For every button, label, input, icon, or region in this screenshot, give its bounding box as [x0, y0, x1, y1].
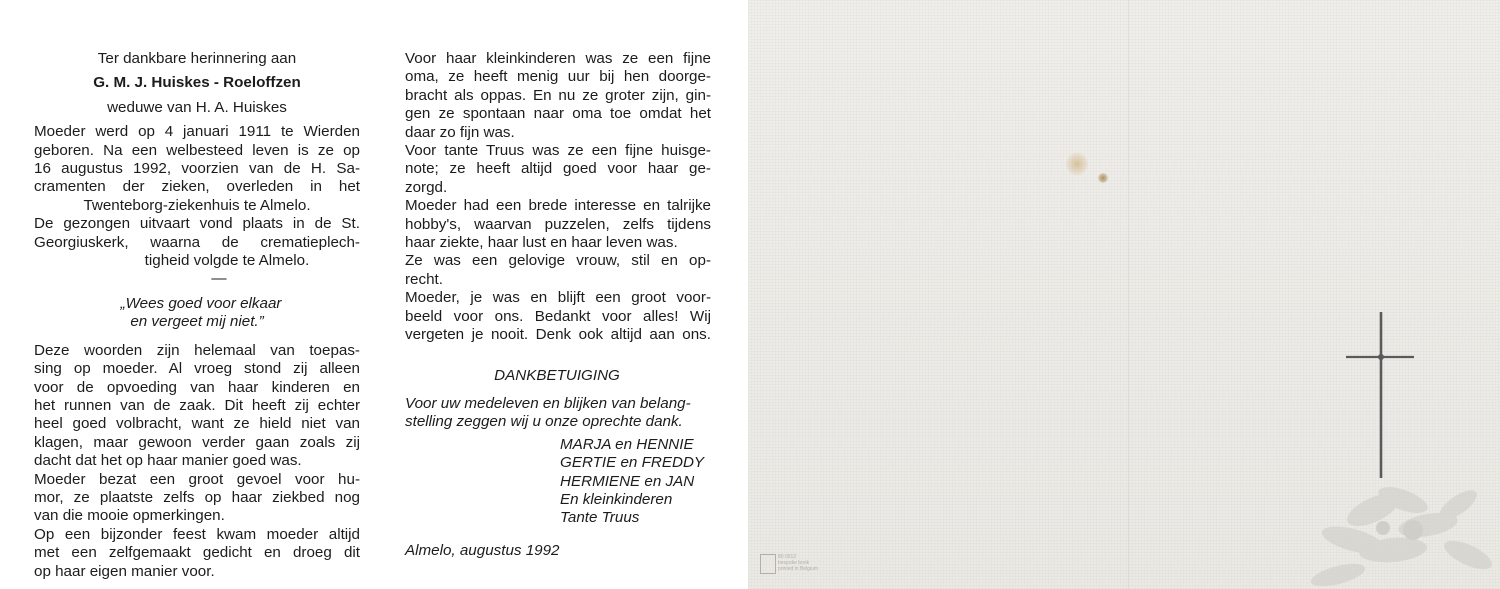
text-line: zorgd. [405, 178, 448, 196]
card-inner-page [0, 0, 748, 589]
text-line: met een zelfgemaakt gedicht en droeg dit [34, 544, 360, 562]
memorial-text-right [405, 50, 711, 560]
feast-paragraph [34, 526, 360, 581]
signatory: Tante Truus [560, 509, 640, 527]
text-line: Moeder bezat een groot gevoel voor hu- [34, 470, 360, 488]
funeral-paragraph [34, 215, 360, 270]
signatories [405, 436, 711, 528]
separator-dash: — [211, 270, 227, 288]
hobby-paragraph [405, 197, 711, 252]
text-line: vergeten je nooit. Denk ook altijd aan ons. [405, 326, 711, 344]
text-line: dacht dat het op haar manier goed was. [34, 452, 302, 470]
maker-line: 80 0512 [778, 554, 797, 560]
text-line: De gezongen uitvaart vond plaats in de St. [34, 215, 360, 233]
text-line: sing op moeder. Al vroeg stond zij alleen [34, 360, 360, 378]
text-line: Voor tante Truus was ze een fijne huisge- [405, 142, 711, 160]
fold-line [1128, 0, 1129, 589]
text-line: geboren. Na een welbesteed leven is ze op [34, 141, 360, 159]
widow-of: weduwe van H. A. Huiskes [107, 98, 287, 116]
closing-paragraph [405, 289, 711, 344]
text-line: van die mooie opmerkingen. [34, 507, 225, 525]
text-line: bracht als oppas. En nu ze groter zijn, gin- [405, 86, 711, 104]
text-line: mor, ze plaatste zelfs op haar ziekbed nog [34, 488, 360, 506]
text-line: Ze was een gelovige vrouw, stil en op- [405, 252, 711, 270]
thanks-text [405, 395, 711, 432]
text-line: Moeder werd op 4 januari 1911 te Wierden [34, 123, 360, 141]
maker-logo [760, 554, 776, 574]
aunt-paragraph [405, 142, 711, 197]
memorial-heading: Ter dankbare herinnering aan [97, 50, 297, 67]
text-line: recht. [405, 270, 443, 288]
paper-stain [1066, 152, 1088, 176]
maker-mark [778, 554, 818, 572]
text-line: Moeder, je was en blijft een groot voor- [405, 289, 711, 307]
maker-line: printed in Belgium [778, 566, 819, 572]
text-line: op haar eigen manier voor. [34, 562, 215, 580]
text-line: Op een bijzonder feest kwam moeder altijd [34, 525, 360, 543]
paper-stain [1098, 173, 1108, 183]
text-line: gen ze spontaan naar oma toe omdat het [405, 105, 711, 123]
text-line: hobby's, waarvan puzzelen, zelfs tijdens [405, 215, 711, 233]
flower-ornament-icon [1278, 440, 1498, 589]
text-line: note; ze heeft altijd goed voor haar ge- [405, 160, 711, 178]
text-line: Moeder had een brede interesse en talrijke [405, 197, 711, 215]
text-line: Deze woorden zijn helemaal van toepas- [34, 341, 360, 359]
deceased-name: G. M. J. Huiskes - Roeloffzen [93, 74, 301, 92]
text-line: beeld voor ons. Bedankt voor alles! Wij [405, 307, 711, 325]
memorial-text-left [34, 50, 360, 581]
text-line: klagen, maar gewoon verder gaan zoals zij [34, 433, 360, 451]
text-line: daar zo fijn was. [405, 123, 515, 141]
text-line: tigheid volgde te Almelo. [144, 252, 310, 270]
bio-paragraph [34, 123, 360, 215]
text-line: Georgiuskerk, waarna de crematieplech- [34, 233, 360, 251]
text-line: Voor haar kleinkinderen was ze een fijne [405, 50, 711, 67]
quote-line: en vergeet mij niet.” [130, 313, 264, 331]
place-date: Almelo, augustus 1992 [405, 541, 560, 559]
signatory: En kleinkinderen [560, 490, 673, 508]
signatory: MARJA en HENNIE [560, 435, 694, 453]
maker-line: bespoke book [778, 560, 810, 566]
text-line: cramenten der zieken, overleden in het [34, 178, 360, 196]
text-line: het runnen van de zaak. Dit heeft zij echter [34, 396, 360, 414]
thanks-heading: DANKBETUIGING [494, 366, 620, 384]
text-line: Twenteborg-ziekenhuis te Almelo. [83, 196, 311, 214]
text-line: haar ziekte, haar lust en haar leven was. [405, 234, 678, 252]
text-line: stelling zeggen wij u onze oprechte dank. [405, 413, 683, 431]
quote [34, 295, 360, 332]
card-cover [748, 0, 1500, 589]
text-line: Voor uw medeleven en blijken van belang- [405, 394, 691, 412]
grandchildren-paragraph [405, 50, 711, 142]
text-line: oma, ze heeft menig uur bij hen doorge- [405, 68, 711, 86]
body-paragraph [34, 342, 360, 471]
signatory: GERTIE en FREDDY [560, 454, 705, 472]
signatory: HERMIENE en JAN [560, 472, 695, 490]
text-line: 16 augustus 1992, voorzien van de H. Sa- [34, 160, 360, 178]
text-line: voor de opvoeding van haar kinderen en [34, 378, 360, 396]
humor-paragraph [34, 471, 360, 526]
text-line: heel goed volbracht, want ze hield niet van [34, 415, 360, 433]
quote-line: „Wees goed voor elkaar [120, 294, 282, 312]
faith-paragraph [405, 252, 711, 289]
